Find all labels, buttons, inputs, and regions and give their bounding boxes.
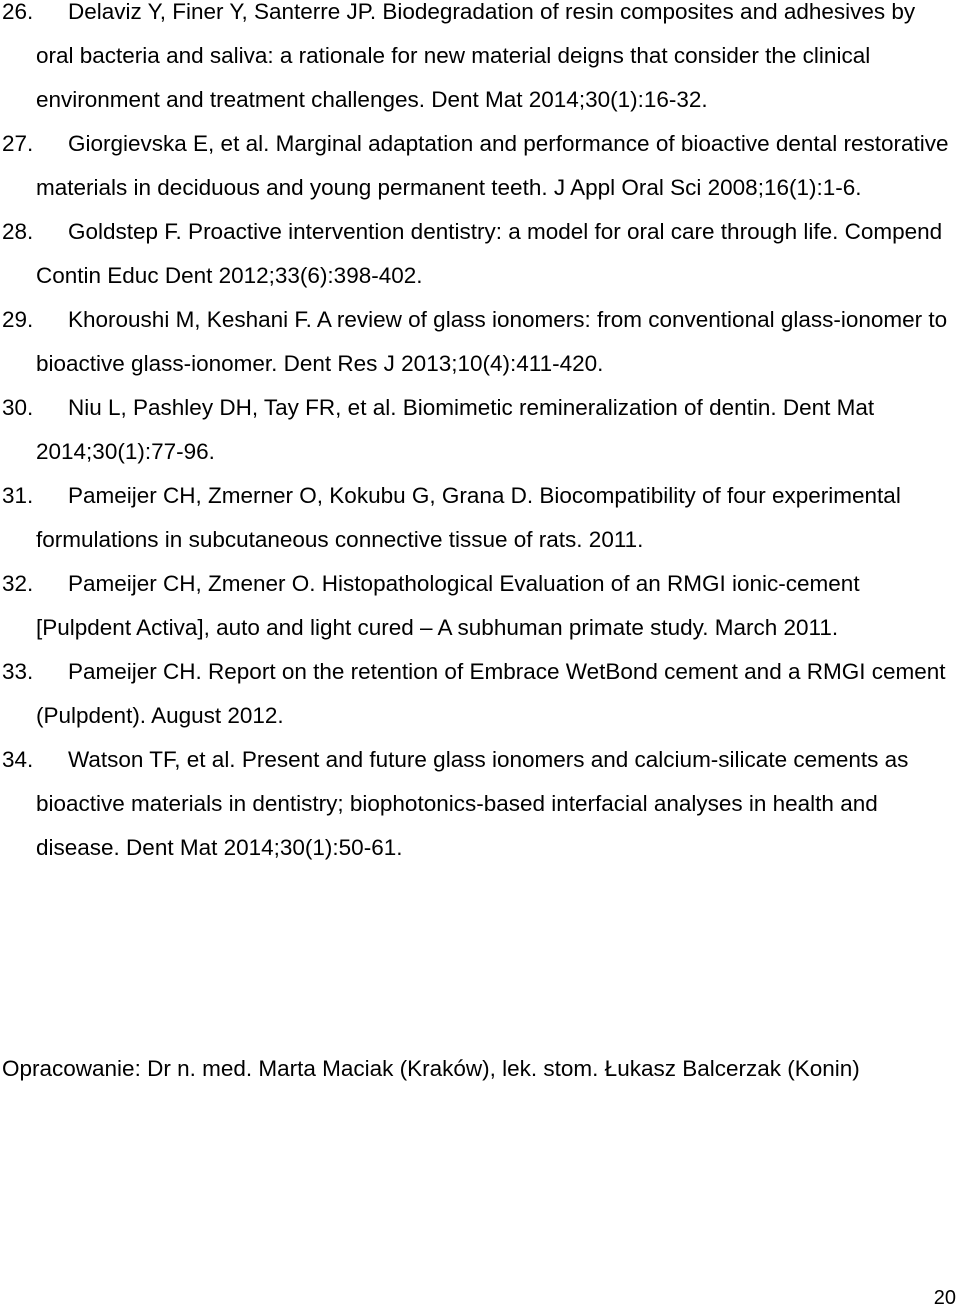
reference-item — [0, 474, 960, 562]
reference-number: 31. — [2, 483, 34, 508]
reference-item — [0, 386, 960, 474]
reference-item — [0, 122, 960, 210]
reference-item — [0, 738, 960, 870]
reference-number: 29. — [2, 307, 34, 332]
reference-item — [0, 210, 960, 298]
reference-text: Goldstep F. Proactive intervention dentistry: a model for oral care through life. Compend Contin Educ Dent 2012;33(6):398-402. — [36, 219, 943, 288]
author-credit: Opracowanie: Dr n. med. Marta Maciak (Kraków), lek. stom. Łukasz Balcerzak (Konin) — [2, 1056, 860, 1081]
reference-number: 33. — [2, 659, 34, 684]
reference-item — [0, 298, 960, 386]
reference-number: 32. — [2, 571, 34, 596]
reference-number: 30. — [2, 395, 34, 420]
reference-text: Pameijer CH. Report on the retention of Embrace WetBond cement and a RMGI cement (Pulpdent). August 2012. — [36, 659, 946, 728]
reference-number: 26. — [2, 0, 34, 24]
reference-text: Delaviz Y, Finer Y, Santerre JP. Biodegradation of resin composites and adhesives by oral bacteria and saliva: a rationale for new material deigns that consider the clinical environment and treatment challenges. Dent Mat 2014;30(1):16-32. — [36, 0, 916, 112]
reference-item — [0, 650, 960, 738]
reference-text: Giorgievska E, et al. Marginal adaptation and performance of bioactive dental restorative materials in deciduous and young permanent teeth. J Appl Oral Sci 2008;16(1):1-6. — [36, 131, 949, 200]
reference-item — [0, 0, 960, 122]
reference-text: Watson TF, et al. Present and future glass ionomers and calcium-silicate cements as bioactive materials in dentistry; biophotonics-based interfacial analyses in health and disease. Dent Mat 2014;30(1):50-61. — [36, 747, 909, 860]
reference-text: Niu L, Pashley DH, Tay FR, et al. Biomimetic remineralization of dentin. Dent Mat 2014;30(1):77-96. — [36, 395, 875, 464]
reference-number: 27. — [2, 131, 34, 156]
reference-number: 34. — [2, 747, 34, 772]
reference-number: 28. — [2, 219, 34, 244]
reference-item — [0, 562, 960, 650]
reference-text: Khoroushi M, Keshani F. A review of glass ionomers: from conventional glass-ionomer to bioactive glass-ionomer. Dent Res J 2013;10(4):411-420. — [36, 307, 948, 376]
reference-text: Pameijer CH, Zmener O. Histopathological Evaluation of an RMGI ionic-cement [Pulpdent Activa], auto and light cured – A subhuman primate study. March 2011. — [36, 571, 860, 640]
page-number: 20 — [933, 1287, 956, 1309]
reference-text: Pameijer CH, Zmerner O, Kokubu G, Grana D. Biocompatibility of four experimental formulations in subcutaneous connective tissue of rats. 2011. — [36, 483, 901, 552]
